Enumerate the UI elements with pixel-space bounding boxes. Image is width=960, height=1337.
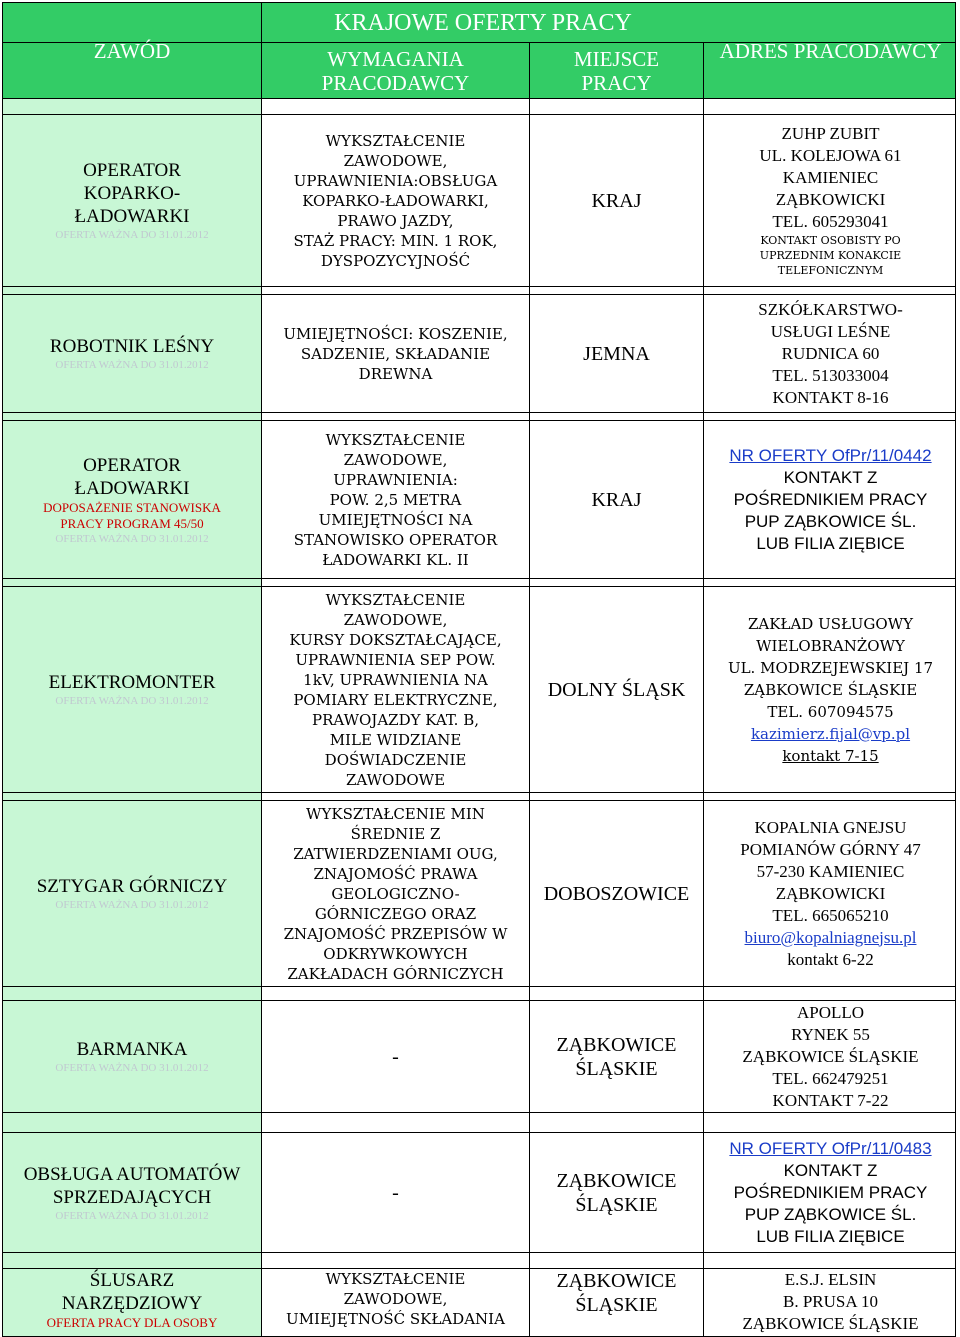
requirement-line: WYKSZTAŁCENIE MIN — [306, 804, 485, 823]
col-header-occupation-label: ZAWÓD — [93, 38, 171, 63]
occupation-line: OPERATOR — [83, 160, 181, 181]
occupation-cell — [3, 295, 262, 412]
occupation-cell — [3, 1001, 262, 1112]
requirement-line: STANOWISKO OPERATOR — [293, 530, 498, 549]
requirements-cell — [262, 421, 530, 578]
requirement-line: MILE WIDZIANE — [329, 730, 462, 749]
col-header-location — [530, 43, 704, 98]
col-header-occupation — [3, 3, 262, 98]
address-line: KONTAKT Z — [783, 1160, 878, 1180]
occupation-line: ŁADOWARKI — [74, 477, 190, 499]
address-line: 57-230 KAMIENIEC — [756, 861, 905, 881]
requirement-line: ZAWODOWE, — [343, 151, 448, 170]
requirement-line: WYKSZTAŁCENIE — [325, 131, 466, 150]
address-line: TEL. 665065210 — [772, 905, 889, 925]
email-link[interactable]: biuro@kopalniagnejsu.pl — [744, 927, 917, 947]
address-line: SZKÓŁKARSTWO- — [758, 299, 903, 319]
occupation-line: ŚLUSARZ — [89, 1270, 175, 1291]
requirement-line: ZNAJOMOŚĆ PRZEPISÓW W — [283, 924, 508, 943]
requirement-line: POMIARY ELEKTRYCZNE, — [293, 690, 498, 709]
location-cell — [530, 421, 704, 578]
spacer-row — [3, 987, 955, 1001]
occupation-line: OPERATOR — [83, 454, 181, 476]
requirements-cell — [262, 1269, 530, 1337]
address-line: UL. MODRZEJEWSKIEJ 17 — [727, 658, 934, 677]
address-note-line: UPRZEDNIM KONAKCIE — [759, 249, 902, 262]
spacer-row — [3, 287, 955, 295]
address-line: TEL. 607094575 — [767, 702, 894, 721]
occupation-line: ŁADOWARKI — [74, 206, 190, 227]
address-line: RUDNICA 60 — [781, 343, 880, 363]
validity-note: OFERTA WAŻNA DO 31.01.2012 — [55, 359, 209, 371]
address-line: RYNEK 55 — [791, 1024, 870, 1044]
address-line: WIELOBRANŻOWY — [756, 636, 905, 655]
occupation-line: SZTYGAR GÓRNICZY — [36, 876, 228, 897]
contact-hours: kontakt 6-22 — [787, 949, 874, 969]
requirement-line: ZAWODOWE, — [343, 610, 448, 629]
occupation-line: ROBOTNIK LEŚNY — [49, 336, 215, 357]
offer-number: NR OFERTY OfPr/11/0442 — [729, 445, 932, 465]
location-line: ŚLĄSKIE — [575, 1057, 658, 1080]
contact-hours: kontakt 7-15 — [782, 746, 879, 765]
location-line: ZĄBKOWICE — [556, 1169, 677, 1192]
col-header-location-line2: PRACY — [581, 70, 652, 95]
requirement-line: - — [392, 1045, 399, 1068]
address-line: E.S.J. ELSIN — [784, 1270, 877, 1289]
address-line: LUB FILIA ZIĘBICE — [756, 533, 905, 553]
occupation-line: SPRZEDAJĄCYCH — [52, 1186, 212, 1208]
requirement-line: 1kV, UPRAWNIENIA NA — [303, 670, 488, 689]
occupation-cell — [3, 421, 262, 578]
address-line: POŚREDNIKIEM PRACY — [733, 1182, 928, 1202]
requirements-cell — [262, 1133, 530, 1252]
col-header-address-label: ADRES PRACODAWCY — [719, 38, 942, 63]
requirement-line: DOŚWIADCZENIE — [324, 750, 467, 769]
validity-note: OFERTA WAŻNA DO 31.01.2012 — [55, 695, 209, 707]
address-cell — [704, 421, 956, 578]
col-header-address — [704, 3, 956, 98]
requirement-line: UPRAWNIENIA:OBSŁUGA — [293, 171, 498, 190]
column-header-row — [3, 38, 955, 99]
address-line: LUB FILIA ZIĘBICE — [756, 1226, 905, 1246]
spacer-row — [3, 579, 955, 587]
occupation-line: KOPARKO- — [83, 183, 181, 204]
occupation-note-red: OFERTA PRACY DLA OSOBY — [46, 1315, 218, 1330]
spacer-row — [3, 793, 955, 801]
requirement-line: ZAWODOWE, — [343, 450, 448, 469]
validity-note: OFERTA WAŻNA DO 31.01.2012 — [55, 1062, 209, 1074]
address-cell — [704, 115, 956, 286]
requirement-line: DYSPOZYCYJNOŚĆ — [320, 251, 471, 270]
requirement-line: WYKSZTAŁCENIE — [325, 590, 466, 609]
table-row — [3, 801, 955, 987]
address-line: POŚREDNIKIEM PRACY — [733, 489, 928, 509]
address-line: ZĄBKOWICE ŚLĄSKIE — [743, 680, 918, 699]
address-line: ZĄBKOWICE ŚLĄSKIE — [742, 1314, 919, 1333]
location-cell — [530, 1001, 704, 1112]
address-line: KONTAKT 8-16 — [772, 387, 889, 407]
address-line: ZAKŁAD USŁUGOWY — [747, 614, 914, 633]
requirement-line: UPRAWNIENIA SEP POW. — [295, 650, 496, 669]
requirement-line: ŚREDNIE Z — [350, 824, 441, 843]
table-row — [3, 295, 955, 413]
occupation-line: ELEKTROMONTER — [48, 672, 216, 693]
occupation-note-red: DOPOSAŻENIE STANOWISKA — [43, 499, 221, 515]
requirement-line: ZAWODOWE, — [343, 1290, 448, 1308]
job-offers-table — [2, 2, 956, 1337]
requirements-cell — [262, 1001, 530, 1112]
requirement-line: UMIEJĘTNOŚCI: KOSZENIE, — [283, 324, 508, 343]
address-line: KONTAKT 7-22 — [772, 1090, 889, 1110]
location-cell — [530, 587, 704, 792]
requirement-line: WYKSZTAŁCENIE — [325, 430, 466, 449]
requirement-line: KURSY DOKSZTAŁCAJĄCE, — [289, 630, 502, 649]
occupation-note-red: PRACY PROGRAM 45/50 — [60, 515, 204, 531]
location-cell — [530, 801, 704, 986]
address-line: KAMIENIEC — [782, 168, 879, 187]
col-header-requirements-line2: PRACODAWCY — [321, 70, 470, 95]
spacer-row — [3, 1113, 955, 1133]
requirement-line: ZAKŁADACH GÓRNICZYCH — [287, 964, 504, 983]
address-line: TEL. 605293041 — [772, 212, 889, 231]
offer-number: NR OFERTY OfPr/11/0483 — [729, 1138, 932, 1158]
validity-note: OFERTA WAŻNA DO 31.01.2012 — [55, 532, 209, 545]
col-header-requirements-line1: WYMAGANIA — [327, 46, 464, 71]
address-cell — [704, 1001, 956, 1112]
address-line: TEL. 513033004 — [772, 365, 889, 385]
address-line: ZUHP ZUBIT — [781, 124, 880, 143]
requirement-line: POW. 2,5 METRA — [329, 490, 462, 509]
occupation-cell — [3, 1133, 262, 1252]
requirement-line: ZNAJOMOŚĆ PRAWA — [313, 864, 478, 883]
validity-note: OFERTA WAŻNA DO 31.01.2012 — [55, 1209, 209, 1222]
requirement-line: PRAWO JAZDY, — [337, 211, 454, 230]
requirement-line: GÓRNICZEGO ORAZ — [314, 904, 477, 923]
location-line: JEMNA — [583, 342, 650, 365]
location-line: DOBOSZOWICE — [543, 882, 690, 905]
table-row — [3, 421, 955, 579]
location-line: DOLNY ŚLĄSK — [547, 678, 686, 701]
requirement-line: DREWNA — [358, 364, 433, 383]
col-header-location-line1: MIEJSCE — [573, 46, 660, 71]
requirements-cell — [262, 801, 530, 986]
address-note-line: KONTAKT OSOBISTY PO — [760, 234, 901, 247]
occupation-cell — [3, 801, 262, 986]
occupation-cell — [3, 587, 262, 792]
address-line: PUP ZĄBKOWICE ŚL. — [744, 511, 917, 531]
table-title: KRAJOWE OFERTY PRACY — [334, 9, 632, 36]
address-line: ZĄBKOWICE ŚLĄSKIE — [742, 1046, 919, 1066]
email-link[interactable]: kazimierz.fijal@vp.pl — [750, 724, 911, 743]
spacer-row — [3, 413, 955, 421]
location-line: ZĄBKOWICE — [556, 1033, 677, 1056]
requirement-line: ŁADOWARKI KL. II — [322, 550, 469, 569]
address-cell — [704, 295, 956, 412]
address-line: USŁUGI LEŚNE — [770, 321, 891, 341]
col-header-requirements — [262, 43, 530, 98]
location-cell — [530, 115, 704, 286]
requirement-line: SADZENIE, SKŁADANIE — [300, 344, 491, 363]
location-line: ZĄBKOWICE — [556, 1270, 677, 1292]
occupation-cell — [3, 1269, 262, 1337]
address-line: PUP ZĄBKOWICE ŚL. — [744, 1204, 917, 1224]
address-note-line: TELEFONICZNYM — [777, 264, 884, 277]
address-line: KOPALNIA GNEJSU — [754, 817, 907, 837]
occupation-cell — [3, 115, 262, 286]
table-row — [3, 115, 955, 287]
validity-note: OFERTA WAŻNA DO 31.01.2012 — [55, 229, 209, 241]
location-cell — [530, 1133, 704, 1252]
address-line: TEL. 662479251 — [772, 1068, 889, 1088]
table-row — [3, 1001, 955, 1113]
requirement-line: ZAWODOWE — [345, 770, 446, 789]
table-row — [3, 587, 955, 793]
address-cell — [704, 587, 956, 792]
location-line: ŚLĄSKIE — [575, 1294, 658, 1316]
requirements-cell — [262, 587, 530, 792]
requirement-line: UMIEJĘTNOŚĆ SKŁADANIA — [286, 1310, 505, 1328]
location-line: KRAJ — [591, 488, 642, 511]
address-cell — [704, 1133, 956, 1252]
occupation-line: NARZĘDZIOWY — [61, 1293, 203, 1314]
requirement-line: UMIEJĘTNOŚCI NA — [318, 510, 473, 529]
requirement-line: PRAWOJAZDY KAT. B, — [311, 710, 480, 729]
requirement-line: WYKSZTAŁCENIE — [325, 1270, 466, 1288]
location-cell — [530, 295, 704, 412]
address-line: POMIANÓW GÓRNY 47 — [740, 839, 921, 859]
address-line: ZĄBKOWICKI — [775, 190, 886, 209]
address-line: KONTAKT Z — [783, 467, 878, 487]
requirement-line: - — [392, 1181, 399, 1204]
table-row — [3, 1269, 955, 1337]
requirement-line: UPRAWNIENIA: — [333, 470, 458, 489]
address-line: UL. KOLEJOWA 61 — [759, 146, 902, 165]
address-cell — [704, 801, 956, 986]
requirement-line: ZATWIERDZENIAMI OUG, — [293, 844, 498, 863]
location-line: KRAJ — [591, 189, 642, 212]
requirement-line: KOPARKO-ŁADOWARKI, — [302, 191, 489, 210]
validity-note: OFERTA WAŻNA DO 31.01.2012 — [55, 899, 209, 911]
address-cell — [704, 1269, 956, 1337]
spacer-row — [3, 1253, 955, 1269]
address-line: APOLLO — [796, 1002, 865, 1022]
location-line: ŚLĄSKIE — [575, 1193, 658, 1216]
table-row — [3, 1133, 955, 1253]
location-cell — [530, 1269, 704, 1337]
requirement-line: GEOLOGICZNO- — [331, 884, 460, 903]
requirement-line: ODKRYWKOWYCH — [323, 944, 468, 963]
occupation-line: OBSŁUGA AUTOMATÓW — [23, 1163, 241, 1185]
occupation-line: BARMANKA — [76, 1039, 188, 1060]
address-line: ZĄBKOWICKI — [775, 883, 886, 903]
address-line: B. PRUSA 10 — [783, 1292, 878, 1311]
requirements-cell — [262, 295, 530, 412]
requirements-cell — [262, 115, 530, 286]
requirement-line: STAŻ PRACY: MIN. 1 ROK, — [293, 231, 498, 250]
spacer-row — [3, 99, 955, 115]
